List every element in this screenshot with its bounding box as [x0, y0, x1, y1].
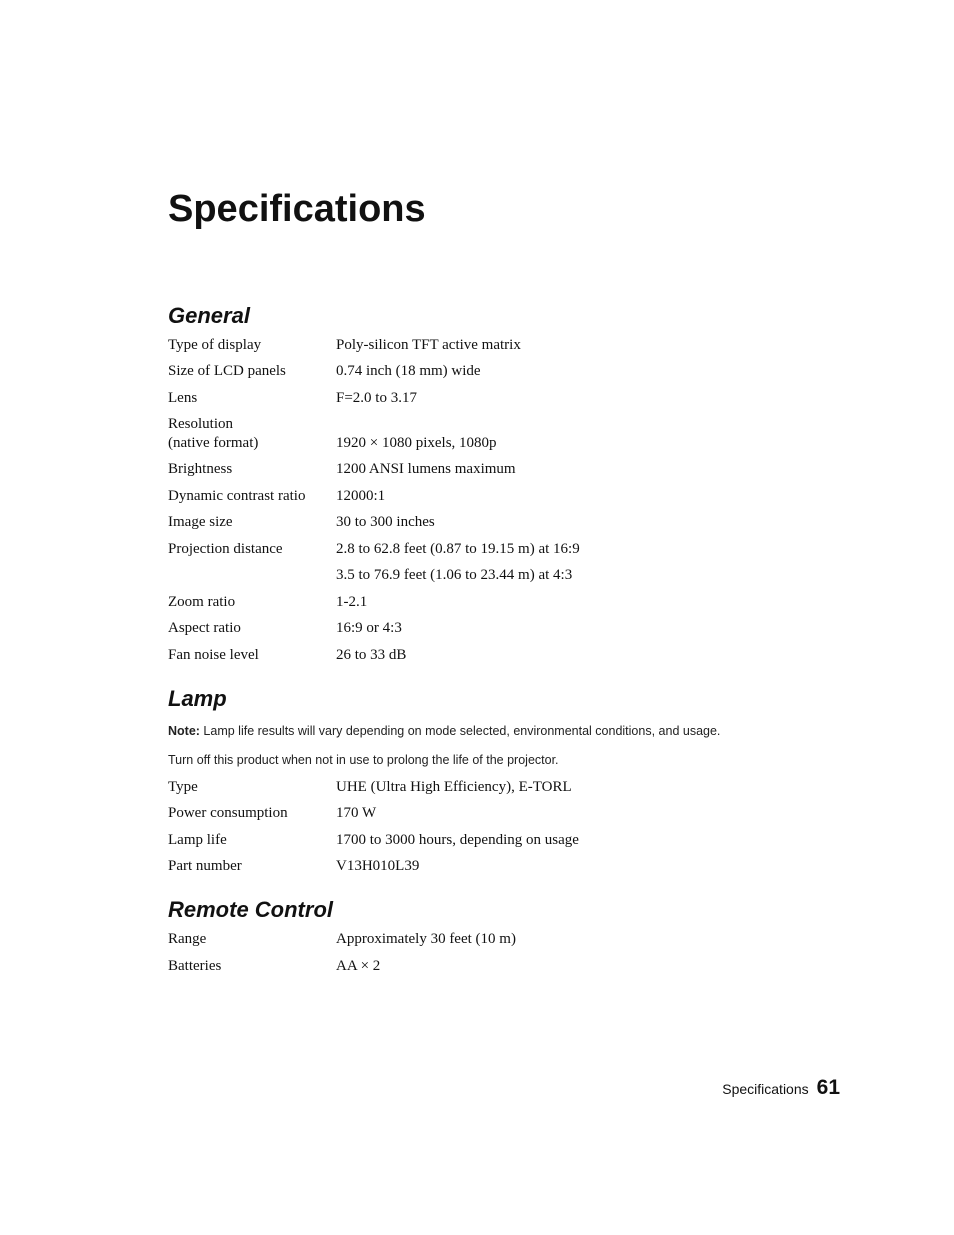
spec-value: 3.5 to 76.9 feet (1.06 to 23.44 m) at 4:3	[336, 567, 573, 583]
footer-section-title: Specifications	[722, 1081, 809, 1097]
spec-label: Batteries	[168, 958, 222, 974]
note-secondary: Turn off this product when not in use to prolong the life of the projector.	[168, 753, 559, 767]
note-label: Note:	[168, 724, 200, 738]
section-heading-lamp: Lamp	[168, 686, 227, 711]
spec-value: V13H010L39	[336, 858, 420, 874]
section-heading-remote-control: Remote Control	[168, 897, 333, 922]
spec-label: Zoom ratio	[168, 594, 236, 610]
spec-label: Power consumption	[168, 805, 288, 821]
spec-value: 170 W	[336, 805, 377, 821]
spec-label: Projection distance	[168, 541, 283, 557]
spec-value: 1700 to 3000 hours, depending on usage	[336, 832, 579, 848]
page-title: Specifications	[168, 188, 426, 230]
spec-label: Fan noise level	[168, 647, 259, 663]
spec-value: 16:9 or 4:3	[336, 620, 402, 636]
spec-value: 2.8 to 62.8 feet (0.87 to 19.15 m) at 16:9	[336, 541, 580, 557]
spec-value: AA × 2	[336, 958, 381, 974]
section-heading-general: General	[168, 303, 250, 328]
spec-label: Lens	[168, 390, 198, 406]
spec-value: 12000:1	[336, 488, 386, 504]
spec-value: 1200 ANSI lumens maximum	[336, 461, 516, 477]
spec-value: 0.74 inch (18 mm) wide	[336, 363, 481, 379]
spec-label: Dynamic contrast ratio	[168, 488, 306, 504]
spec-value: 1920 × 1080 pixels, 1080p	[336, 435, 497, 451]
note	[168, 723, 788, 739]
note-text: Lamp life results will vary depending on mode selected, environmental conditions, and usage.	[199, 724, 721, 738]
spec-label: Type	[168, 779, 198, 795]
spec-value: UHE (Ultra High Efficiency), E-TORL	[336, 779, 572, 795]
spec-value: 30 to 300 inches	[336, 514, 435, 530]
spec-label: Range	[168, 931, 207, 947]
spec-label: Image size	[168, 514, 233, 530]
spec-label: (native format)	[168, 435, 259, 451]
spec-label: Aspect ratio	[168, 620, 241, 636]
spec-label: Part number	[168, 858, 242, 874]
spec-label: Size of LCD panels	[168, 363, 286, 379]
spec-value: Approximately 30 feet (10 m)	[336, 931, 516, 947]
spec-value: F=2.0 to 3.17	[336, 390, 417, 406]
spec-value: 26 to 33 dB	[336, 647, 407, 663]
spec-value: 1-2.1	[336, 594, 368, 610]
spec-label: Brightness	[168, 461, 233, 477]
spec-label: Lamp life	[168, 832, 227, 848]
spec-value: Poly-silicon TFT active matrix	[336, 337, 521, 353]
spec-label: Type of display	[168, 337, 262, 353]
page-footer	[722, 1076, 840, 1100]
page-number: 61	[816, 1076, 840, 1099]
spec-label: Resolution	[168, 416, 234, 432]
